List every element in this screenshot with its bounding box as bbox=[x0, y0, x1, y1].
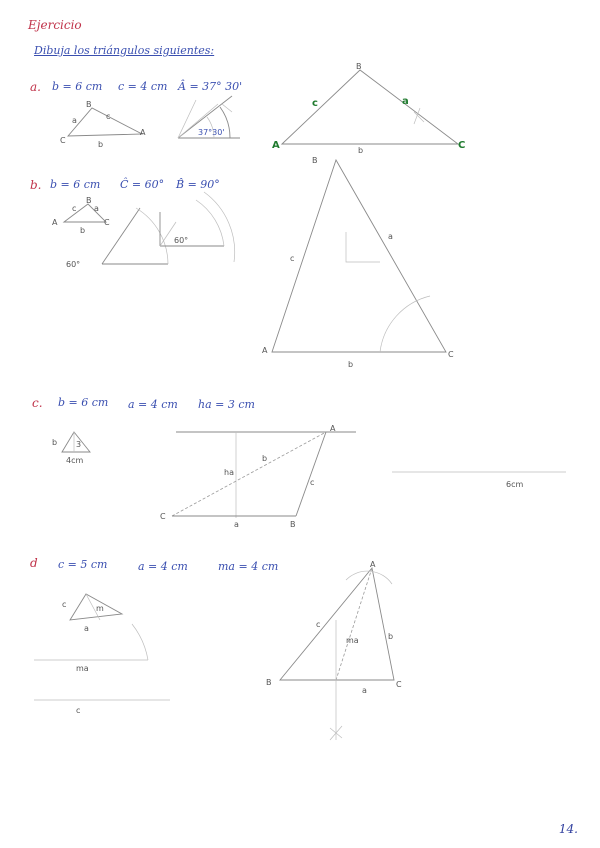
a-figure-label-c: c bbox=[312, 98, 318, 109]
exercise-a-spec-angle: Â = 37° 30' bbox=[178, 80, 243, 93]
c-figure-label-B: B bbox=[290, 520, 296, 529]
d-figure-label-b: b bbox=[388, 632, 394, 641]
c-figure-label-C: C bbox=[160, 512, 166, 521]
a-figure-label-B: B bbox=[356, 62, 362, 71]
a-figure-label-a: a bbox=[402, 96, 409, 107]
c-figure-label-h: ha bbox=[224, 468, 234, 477]
b-angle-label-1: 60° bbox=[66, 260, 81, 269]
exercise-d-spec-m: ma = 4 cm bbox=[218, 560, 279, 573]
exercise-b-sketch bbox=[64, 204, 106, 222]
exercise-c-spec-a: a = 4 cm bbox=[128, 398, 178, 411]
a-figure-label-A: A bbox=[272, 140, 280, 151]
exercise-c-spec-h: ha = 3 cm bbox=[198, 398, 255, 411]
b-figure-label-A: A bbox=[262, 346, 268, 355]
c-segment-label: 6cm bbox=[506, 480, 524, 489]
exercise-b-spec-angle: B̂ = 90° bbox=[176, 178, 220, 191]
exercise-a-spec-b: b = 6 cm bbox=[52, 80, 103, 93]
a-angle-label: 37°30' bbox=[198, 128, 225, 137]
b-figure-label-B: B bbox=[312, 156, 318, 165]
c-sketch-label-b: b bbox=[52, 438, 58, 447]
c-figure-label-b: b bbox=[262, 454, 268, 463]
a-sketch-label-b: b bbox=[98, 140, 104, 149]
exercise-d-spec-a: a = 4 cm bbox=[138, 560, 188, 573]
exercise-a-sketch bbox=[68, 108, 142, 136]
b-angle-label-2: 60° bbox=[174, 236, 189, 245]
a-sketch-label-A: A bbox=[140, 128, 146, 137]
exercise-b-spec-c: Ĉ = 60° bbox=[120, 178, 165, 191]
page-title: Ejercicio bbox=[28, 18, 82, 32]
a-sketch-label-C: C bbox=[60, 136, 66, 145]
exercise-b-triangle bbox=[272, 160, 446, 352]
d-figure-label-C: C bbox=[396, 680, 402, 689]
exercise-d-spec-c: c = 5 cm bbox=[58, 558, 108, 571]
d-sketch-label-c: c bbox=[62, 600, 67, 609]
instruction-text: Dibuja los triángulos siguientes: bbox=[34, 44, 215, 57]
b-figure-label-c: c bbox=[290, 254, 295, 263]
d-sketch-label-a: a bbox=[84, 624, 89, 633]
c-sketch-label-h: 3 bbox=[76, 440, 82, 449]
exercise-d-letter: d bbox=[30, 556, 38, 570]
d-figure-label-A: A bbox=[370, 560, 376, 569]
a-sketch-label-a: a bbox=[72, 116, 77, 125]
exercise-d-segments bbox=[34, 624, 170, 700]
exercise-a-letter: a. bbox=[30, 80, 41, 94]
b-sketch-label-a: a bbox=[94, 204, 99, 213]
d-figure-label-m: ma bbox=[346, 636, 359, 645]
d-figure-label-c: c bbox=[316, 620, 321, 629]
a-figure-label-b: b bbox=[358, 146, 364, 155]
a-figure-label-C: C bbox=[458, 140, 466, 151]
a-sketch-label-c: c bbox=[106, 112, 111, 121]
d-figure-label-a: a bbox=[362, 686, 367, 695]
d-sketch-label-m: m bbox=[96, 604, 104, 613]
exercise-c-letter: c. bbox=[32, 396, 43, 410]
exercise-b-spec-b: b = 6 cm bbox=[50, 178, 101, 191]
exercise-b-letter: b. bbox=[30, 178, 42, 192]
b-figure-label-a: a bbox=[388, 232, 393, 241]
exercise-a-triangle bbox=[282, 70, 458, 144]
exercise-c-spec-b: b = 6 cm bbox=[58, 396, 109, 409]
c-figure-label-c: c bbox=[310, 478, 315, 487]
d-figure-label-B: B bbox=[266, 678, 272, 687]
a-sketch-label-B: B bbox=[86, 100, 92, 109]
b-sketch-label-b: b bbox=[80, 226, 86, 235]
b-sketch-label-c: c bbox=[72, 204, 77, 213]
page-number: 14. bbox=[558, 822, 578, 836]
b-sketch-label-C: C bbox=[104, 218, 110, 227]
d-segment-label-c: c bbox=[76, 706, 81, 715]
exercise-b-angle-construction bbox=[102, 192, 235, 264]
b-figure-label-C: C bbox=[448, 350, 454, 359]
d-segment-label-ma: ma bbox=[76, 664, 89, 673]
exercise-d-triangle bbox=[280, 568, 394, 740]
b-figure-label-b: b bbox=[348, 360, 354, 369]
b-sketch-label-B: B bbox=[86, 196, 92, 205]
exercise-a-spec-c: c = 4 cm bbox=[118, 80, 168, 93]
c-figure-label-a: a bbox=[234, 520, 239, 529]
c-figure-label-A: A bbox=[330, 424, 336, 433]
c-sketch-label-base: 4cm bbox=[66, 456, 84, 465]
b-sketch-label-A: A bbox=[52, 218, 58, 227]
